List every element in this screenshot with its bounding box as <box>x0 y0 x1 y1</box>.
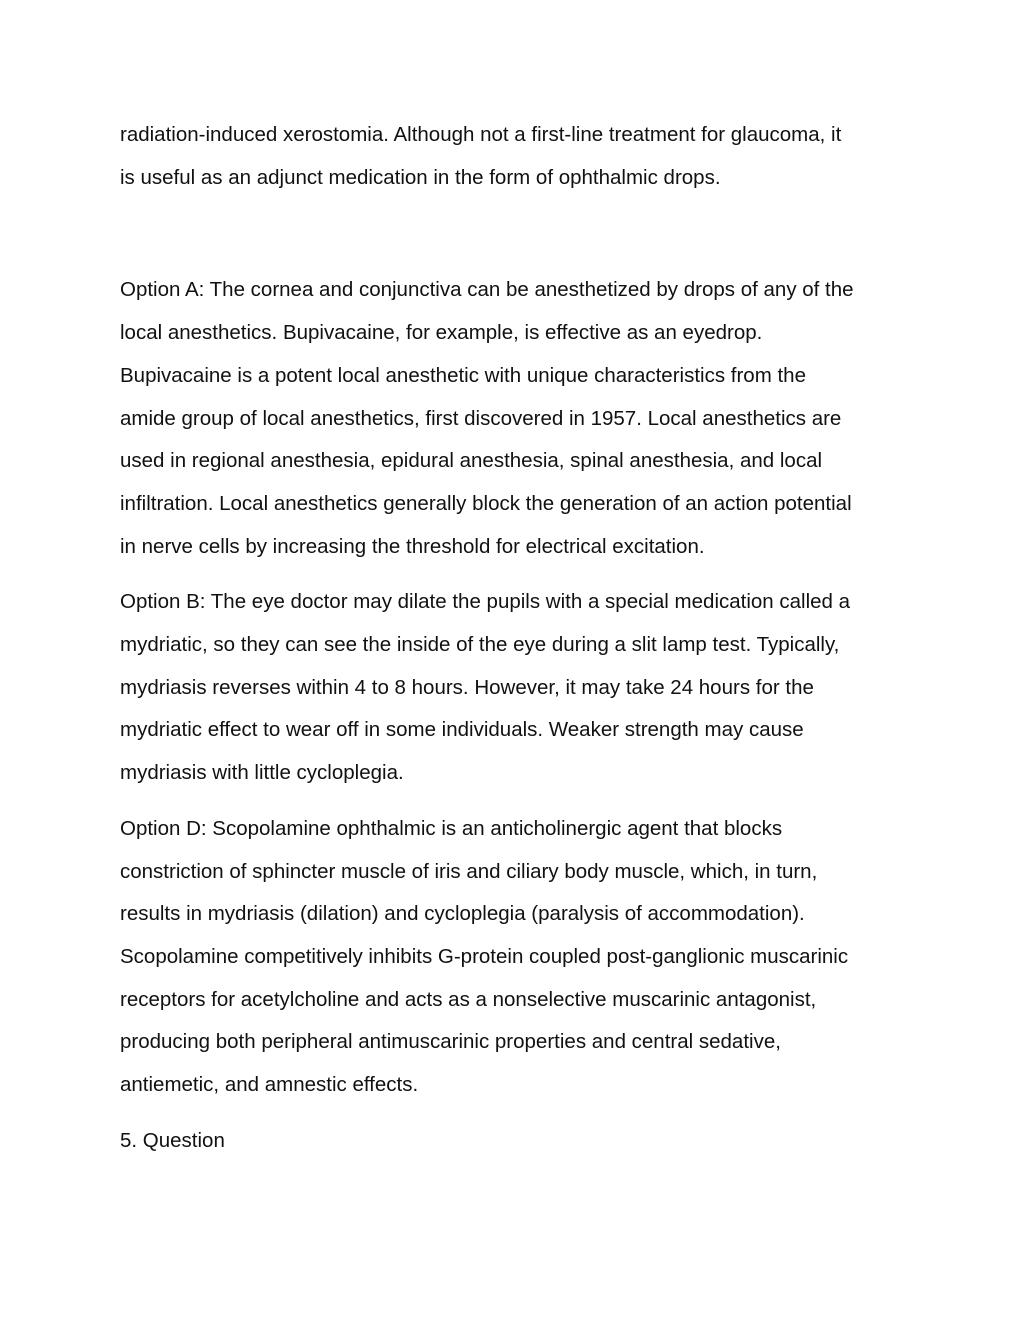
text-line: Bupivacaine is a potent local anesthetic with unique characteristics from the <box>120 363 806 387</box>
text-line: Scopolamine competitively inhibits G-protein coupled post-ganglionic muscarinic <box>120 944 849 968</box>
question-heading <box>120 1120 910 1163</box>
text-line: Option A: The cornea and conjunctiva can be anesthetized by drops of any of the <box>120 278 854 302</box>
text-line: in nerve cells by increasing the threshold for electrical excitation. <box>120 534 705 558</box>
text-line: radiation-induced xerostomia. Although not a first-line treatment for glaucoma, it <box>120 123 842 146</box>
paragraph-option-a <box>120 269 910 568</box>
paragraph-spacer <box>120 568 910 581</box>
paragraph-spacer <box>120 1107 910 1120</box>
text-line: mydriasis with little cycloplegia. <box>120 761 404 785</box>
text-line: Option B: The eye doctor may dilate the pupils with a special medication called a <box>120 590 851 614</box>
text-line: infiltration. Local anesthetics generally block the generation of an action potential <box>120 491 852 515</box>
text-line: antiemetic, and amnestic effects. <box>120 1073 419 1097</box>
paragraph-spacer <box>120 795 910 808</box>
text-line: used in regional anesthesia, epidural anesthesia, spinal anesthesia, and local <box>120 449 823 473</box>
question-label: 5. Question <box>120 1128 225 1152</box>
text-line: Option D: Scopolamine ophthalmic is an anticholinergic agent that blocks <box>120 816 783 840</box>
text-line: local anesthetics. Bupivacaine, for example, is effective as an eyedrop. <box>120 321 763 345</box>
text-line: constriction of sphincter muscle of iris and ciliary body muscle, which, in turn, <box>120 859 818 883</box>
paragraph-option-b <box>120 581 910 795</box>
text-line: results in mydriasis (dilation) and cycloplegia (paralysis of accommodation). <box>120 902 805 926</box>
text-line: mydriasis reverses within 4 to 8 hours. However, it may take 24 hours for the <box>120 675 814 699</box>
paragraph-spacer <box>120 199 910 269</box>
paragraph-intro <box>120 114 910 199</box>
text-line: mydriatic effect to wear off in some individuals. Weaker strength may cause <box>120 718 804 742</box>
text-line: producing both peripheral antimuscarinic properties and central sedative, <box>120 1030 781 1054</box>
text-line: mydriatic, so they can see the inside of the eye during a slit lamp test. Typically, <box>120 633 840 657</box>
text-line: receptors for acetylcholine and acts as a nonselective muscarinic antagonist, <box>120 987 817 1011</box>
document-page <box>120 114 910 1162</box>
paragraph-option-d <box>120 808 910 1107</box>
text-line: is useful as an adjunct medication in the form of ophthalmic drops. <box>120 165 721 189</box>
text-line: amide group of local anesthetics, first discovered in 1957. Local anesthetics are <box>120 406 842 430</box>
